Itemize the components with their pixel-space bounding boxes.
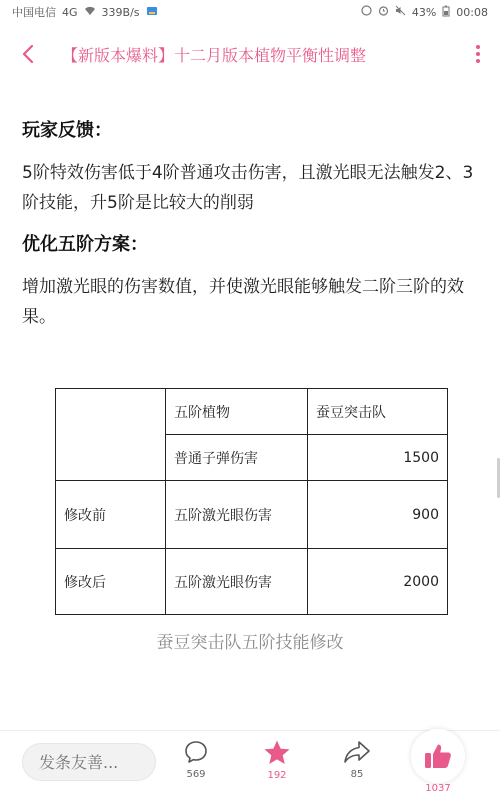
table-cell-label: 五阶激光眼伤害 bbox=[166, 481, 308, 549]
table-header-cell: 五阶植物 bbox=[166, 389, 308, 435]
table-row bbox=[56, 481, 448, 549]
table-cell-stage: 修改后 bbox=[56, 549, 166, 615]
clock: 00:08 bbox=[456, 5, 488, 19]
star-icon bbox=[263, 739, 291, 766]
back-button[interactable] bbox=[0, 24, 56, 84]
status-right bbox=[361, 5, 488, 20]
alarm-icon bbox=[378, 5, 389, 19]
page-title: 【新版本爆料】十二月版本植物平衡性调整 bbox=[62, 45, 367, 65]
table-cell-empty bbox=[56, 389, 166, 481]
table-header-cell: 蚕豆突击队 bbox=[308, 389, 448, 435]
like-count: 1037 bbox=[425, 783, 451, 794]
table-caption: 蚕豆突击队五阶技能修改 bbox=[156, 633, 344, 653]
comment-button[interactable] bbox=[166, 739, 226, 780]
feedback-heading: 玩家反馈： bbox=[22, 120, 112, 141]
stats-table bbox=[55, 388, 448, 615]
thumbs-up-icon bbox=[423, 742, 453, 770]
table-cell-label: 普通子弹伤害 bbox=[166, 435, 308, 481]
network-label: 4G bbox=[62, 5, 78, 19]
table-cell-stage: 修改前 bbox=[56, 481, 166, 549]
share-button[interactable] bbox=[327, 739, 387, 780]
comment-input[interactable] bbox=[22, 743, 156, 781]
status-left bbox=[12, 4, 158, 20]
like-button[interactable] bbox=[408, 739, 468, 794]
carrier-label: 中国电信 bbox=[12, 6, 56, 19]
table-cell-value: 900 bbox=[308, 481, 448, 549]
app-header bbox=[0, 24, 500, 84]
table-cell-label: 五阶激光眼伤害 bbox=[166, 549, 308, 615]
like-button-circle[interactable] bbox=[411, 729, 465, 783]
table-row bbox=[56, 389, 448, 435]
table-cell-value: 1500 bbox=[308, 435, 448, 481]
more-dot-icon bbox=[476, 59, 480, 63]
more-dot-icon bbox=[476, 45, 480, 49]
share-icon bbox=[343, 739, 371, 765]
battery-icon bbox=[442, 5, 450, 20]
comment-count: 569 bbox=[186, 769, 206, 780]
star-count: 192 bbox=[267, 770, 287, 781]
wifi-icon bbox=[84, 6, 96, 19]
plan-heading: 优化五阶方案： bbox=[22, 234, 148, 255]
app-notification-icon bbox=[146, 6, 158, 19]
battery-level: 43% bbox=[411, 5, 437, 19]
chevron-left-icon bbox=[21, 43, 35, 65]
article-body bbox=[0, 110, 500, 346]
favorite-button[interactable] bbox=[247, 739, 307, 781]
data-saver-icon bbox=[361, 5, 372, 19]
damage-table bbox=[55, 388, 448, 615]
plan-paragraph: 增加激光眼的伤害数值，并使激光眼能够触发二阶三阶的效果。 bbox=[22, 277, 464, 327]
share-count: 85 bbox=[350, 769, 364, 780]
table-cell-value: 2000 bbox=[308, 549, 448, 615]
mute-icon bbox=[395, 5, 406, 19]
more-options-button[interactable] bbox=[456, 24, 500, 84]
comment-icon bbox=[183, 739, 209, 765]
feedback-paragraph: 5阶特效伤害低于4阶普通攻击伤害，且激光眼无法触发2、3阶技能，升5阶是比较大的削弱 bbox=[22, 163, 474, 213]
table-row bbox=[56, 549, 448, 615]
status-bar bbox=[0, 0, 500, 24]
bottom-action-bar bbox=[0, 730, 500, 800]
more-dot-icon bbox=[476, 52, 480, 56]
network-speed: 339B/s bbox=[101, 5, 140, 19]
